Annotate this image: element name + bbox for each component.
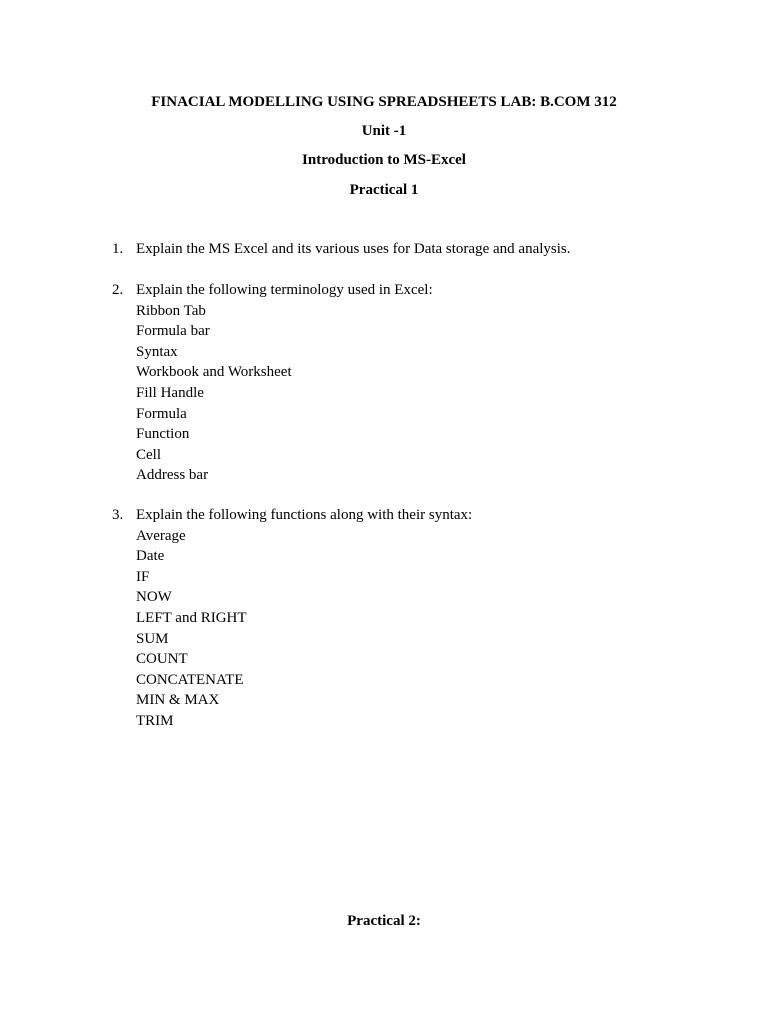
practical-2-heading: Practical 2:	[347, 913, 421, 929]
question-number: 1.	[112, 241, 124, 257]
list-item: Address bar	[136, 467, 209, 484]
list-item: COUNT	[136, 651, 188, 668]
unit-heading: Unit -1	[361, 123, 407, 139]
question-3	[112, 505, 712, 732]
list-item: Ribbon Tab	[136, 302, 206, 319]
list-item: Workbook and Worksheet	[136, 364, 292, 381]
list-item: CONCATENATE	[136, 671, 244, 688]
question-text: Explain the following functions along with their syntax:	[136, 507, 473, 523]
list-item: MIN & MAX	[136, 692, 220, 709]
list-item: Syntax	[136, 343, 178, 360]
list-item: Fill Handle	[136, 384, 204, 401]
question-text: Explain the MS Excel and its various uses for Data storage and analysis.	[136, 241, 571, 257]
list-item: TRIM	[136, 712, 174, 729]
topic-heading: Introduction to MS-Excel	[302, 152, 466, 168]
list-item: LEFT and RIGHT	[136, 609, 247, 626]
list-item: NOW	[136, 589, 172, 606]
question-2	[112, 280, 712, 486]
list-item: Average	[136, 527, 186, 544]
list-item: IF	[136, 568, 150, 585]
list-item: Date	[136, 548, 165, 565]
question-number: 2.	[112, 282, 124, 298]
list-item: Formula	[136, 405, 187, 422]
list-item: Function	[136, 426, 190, 443]
question-text: Explain the following terminology used in Excel:	[136, 282, 433, 298]
functions-list	[112, 526, 712, 732]
practical-1-heading: Practical 1	[349, 182, 419, 198]
list-item: Cell	[136, 446, 161, 463]
list-item: Formula bar	[136, 323, 210, 340]
list-item: SUM	[136, 630, 169, 647]
document-title: FINACIAL MODELLING USING SPREADSHEETS LAB: B.COM 312	[151, 94, 617, 110]
question-number: 3.	[112, 507, 124, 523]
terminology-list	[112, 301, 712, 486]
question-1	[112, 239, 712, 260]
